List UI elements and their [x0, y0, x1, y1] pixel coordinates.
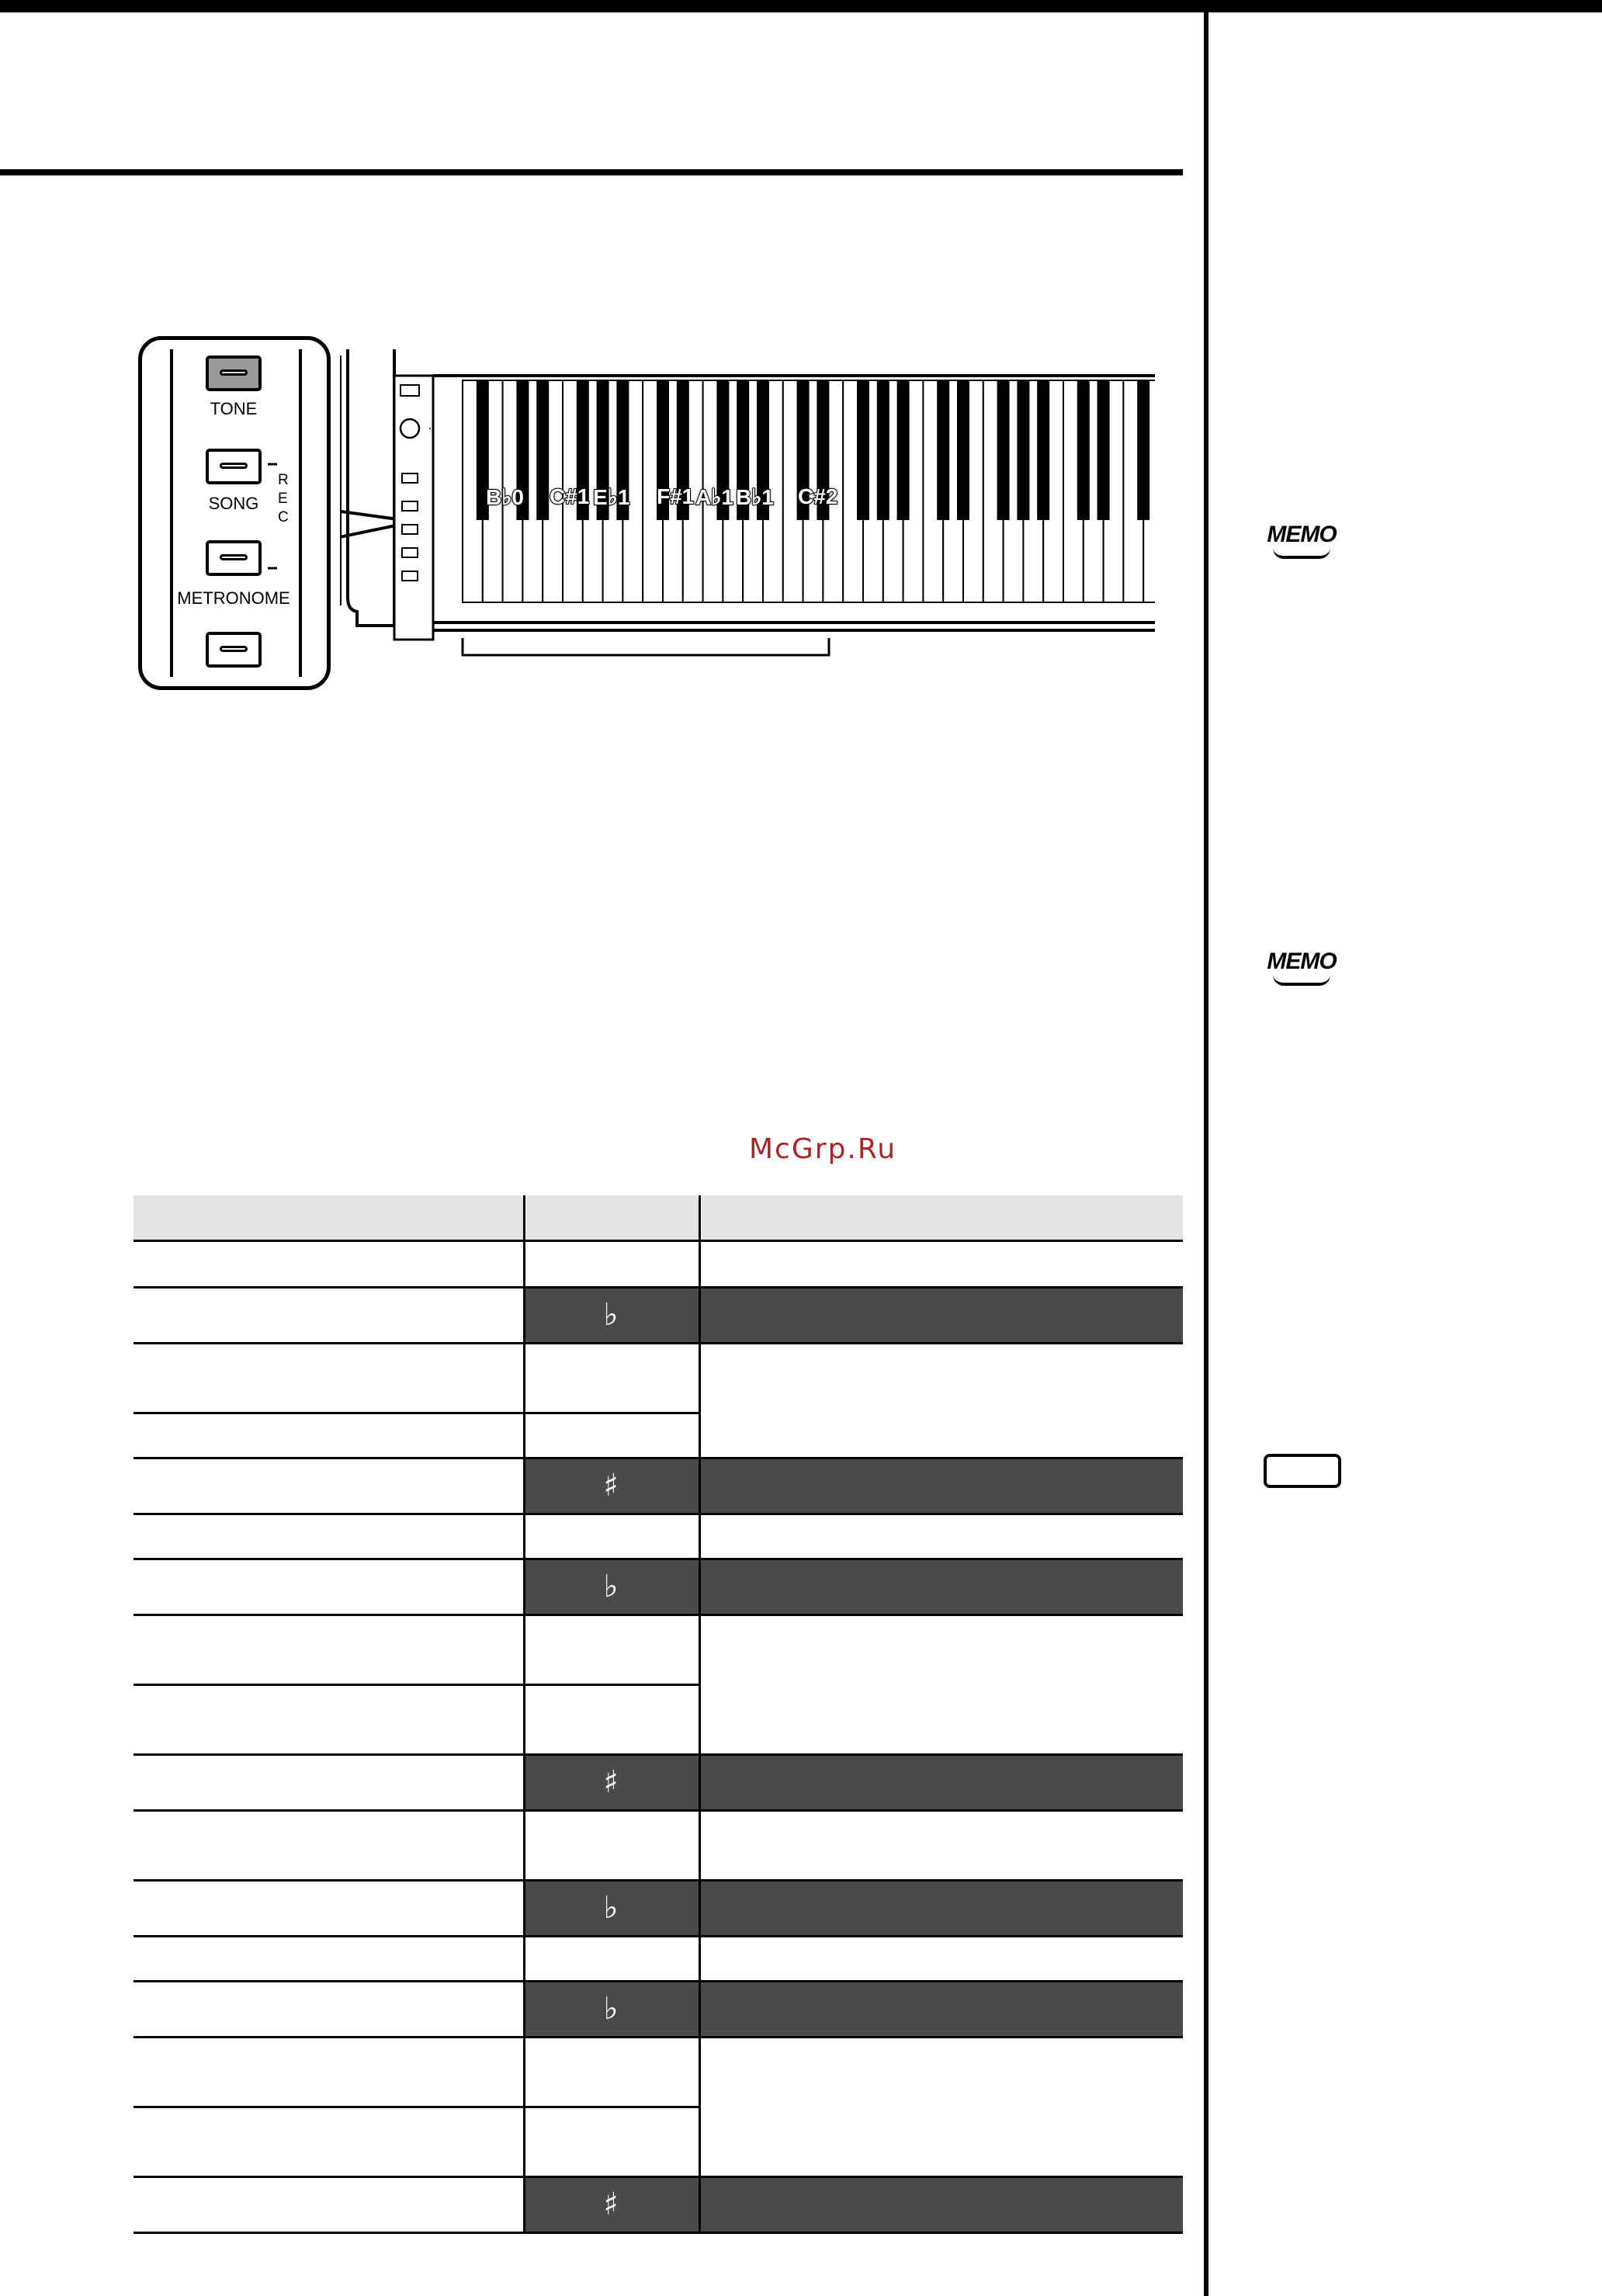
black-key — [937, 380, 949, 520]
table-rule — [134, 2232, 1183, 2234]
accidental-cell — [523, 1880, 699, 1936]
memo-book-icon — [1273, 548, 1330, 559]
table-rule — [134, 1879, 1183, 1882]
accidental-cell — [523, 2176, 699, 2232]
rec-letter: R — [278, 472, 289, 488]
black-key — [897, 380, 910, 520]
keyboard-illustration — [340, 342, 1155, 675]
table-rule — [134, 2106, 700, 2108]
key-label-b-flat-1: B♭1 — [736, 485, 774, 509]
key-label-c-sharp-2: C#2 — [798, 484, 838, 508]
top-bar — [0, 0, 1602, 12]
black-key — [1097, 380, 1110, 520]
key-label-a-flat-1: A♭1 — [695, 485, 733, 509]
metronome-button[interactable] — [206, 540, 262, 576]
table-header-cell — [526, 1195, 699, 1242]
sharp-symbol: ♯ — [603, 1764, 619, 1800]
black-key — [536, 380, 549, 520]
accidental-cell — [523, 1458, 699, 1514]
black-key — [997, 380, 1010, 520]
memo-icon-label: MEMO — [1267, 522, 1337, 547]
flat-symbol: ♭ — [603, 1569, 619, 1604]
table-rule — [134, 1614, 1183, 1616]
black-key — [1077, 380, 1090, 520]
table-rule — [134, 1457, 1183, 1459]
memo-book-icon — [1273, 975, 1330, 986]
table-rule — [134, 2176, 1183, 2178]
accidental-cell — [523, 1287, 699, 1343]
memo-icon-label: MEMO — [1267, 949, 1337, 974]
metronome-label: METRONOME — [177, 588, 290, 608]
song-label: SONG — [208, 494, 259, 513]
table-rule — [134, 1286, 1183, 1288]
table-header-cell — [702, 1195, 1183, 1242]
memo-icon — [1259, 522, 1344, 557]
rec-letter: C — [278, 509, 289, 525]
key-label-f-sharp-1: F#1 — [657, 484, 695, 508]
fourth-button[interactable] — [206, 632, 262, 668]
table-rule — [134, 1935, 1183, 1937]
table-rule — [134, 1558, 1183, 1560]
sharp-symbol: ♯ — [603, 2187, 619, 2222]
table-rule — [134, 1513, 1183, 1515]
tone-label: TONE — [210, 399, 258, 418]
note-icon — [1264, 1454, 1341, 1488]
table-rule — [134, 1809, 1183, 1812]
table-rule — [134, 1240, 1183, 1242]
black-key — [1017, 380, 1029, 520]
table-rule — [134, 1342, 1183, 1344]
black-key — [1137, 380, 1149, 520]
control-panel-callout — [138, 336, 331, 690]
table-rule — [134, 1753, 1183, 1756]
table-rule — [134, 1684, 700, 1686]
flat-symbol: ♭ — [603, 1890, 619, 1926]
table-rule — [134, 2036, 1183, 2038]
watermark: McGrp.Ru — [748, 1133, 897, 1165]
flat-symbol: ♭ — [603, 1297, 619, 1333]
black-key — [957, 380, 969, 520]
key-label-c-sharp-1: C#1 — [550, 484, 590, 508]
key-label-b-flat-0: B♭0 — [486, 485, 524, 509]
accidental-cell — [523, 1981, 699, 2037]
black-key — [1037, 380, 1049, 520]
table-rule — [134, 1980, 1183, 1982]
memo-icon — [1259, 949, 1344, 984]
sharp-symbol: ♯ — [603, 1468, 619, 1503]
song-button[interactable] — [206, 449, 262, 484]
title-rule — [0, 169, 1183, 175]
accidental-cell — [523, 1559, 699, 1614]
table-column-rule — [523, 1195, 525, 2232]
key-label-e-flat-1: E♭1 — [593, 485, 630, 509]
table-column-rule — [699, 1195, 701, 2232]
flat-symbol: ♭ — [603, 1991, 619, 2027]
table-rule — [134, 1412, 700, 1414]
table-header-cell — [134, 1195, 523, 1242]
rec-letter: E — [278, 491, 288, 507]
black-key — [857, 380, 869, 520]
tone-button[interactable] — [206, 355, 262, 391]
black-key — [877, 380, 889, 520]
accidental-cell — [523, 1754, 699, 1810]
margin-rule — [1204, 12, 1208, 2296]
